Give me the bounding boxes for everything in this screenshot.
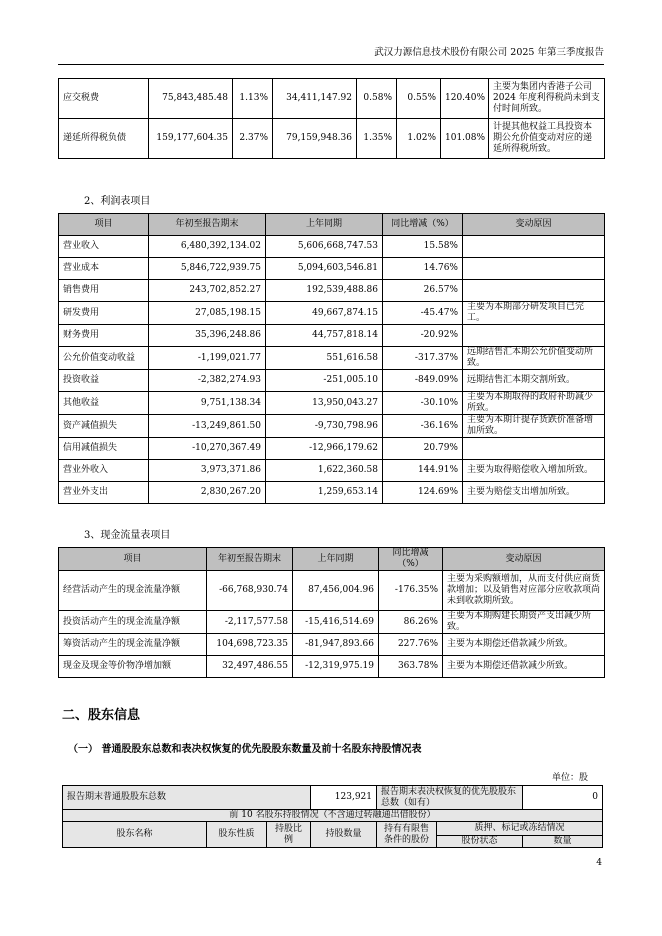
tax-cell: 79,159,948.36 xyxy=(273,119,357,159)
cashflow-cell: 筹资活动产生的现金流量净额 xyxy=(59,634,207,656)
profit-cell: 27,085,198.15 xyxy=(149,302,266,325)
cashflow-row xyxy=(59,611,605,634)
profit-cell: -12,966,179.62 xyxy=(266,438,383,460)
cashflow-cell: -15,416,514.69 xyxy=(293,611,379,634)
profit-cell: 35,396,248.86 xyxy=(149,325,266,347)
profit-row xyxy=(59,460,605,482)
profit-cell: 主要为本期取得的政府补助减少所致。 xyxy=(463,392,605,415)
tax-cell: 75,843,485.48 xyxy=(149,79,233,119)
cashflow-cell: -2,117,577.58 xyxy=(207,611,293,634)
cashflow-table xyxy=(58,547,605,678)
profit-row xyxy=(59,236,605,258)
profit-cell: -45.47% xyxy=(383,302,463,325)
col-shareholder-nature: 股东性质 xyxy=(207,822,267,848)
profit-cell: 2,830,267.20 xyxy=(149,482,266,504)
profit-section-title: 2、利润表项目 xyxy=(84,196,151,207)
tax-cell: 递延所得税负债 xyxy=(59,119,149,159)
tax-row xyxy=(59,79,605,119)
profit-cell: 3,973,371.86 xyxy=(149,460,266,482)
col-header-change: 同比增减（%） xyxy=(383,214,463,236)
profit-cell: 14.76% xyxy=(383,258,463,280)
profit-cell xyxy=(463,438,605,460)
profit-row xyxy=(59,415,605,438)
profit-cell: 主要为本期计提存货跌价准备增加所致。 xyxy=(463,415,605,438)
profit-cell: 远期结售汇本期交割所致。 xyxy=(463,370,605,392)
profit-cell xyxy=(463,236,605,258)
unit-label: 单位：股 xyxy=(551,773,588,783)
cashflow-cell: 86.26% xyxy=(379,611,443,634)
profit-cell: 营业外支出 xyxy=(59,482,149,504)
profit-cell: 6,480,392,134.02 xyxy=(149,236,266,258)
tax-cell: 计提其他权益工具投资本期公允价值变动对应的递延所得税所致。 xyxy=(489,119,605,159)
profit-cell: 销售费用 xyxy=(59,280,149,302)
cashflow-row xyxy=(59,656,605,678)
col-header-change: 同比增减（%） xyxy=(379,548,443,571)
profit-cell: 营业外收入 xyxy=(59,460,149,482)
profit-cell: 49,667,874.15 xyxy=(266,302,383,325)
profit-cell: 财务费用 xyxy=(59,325,149,347)
col-header-reason: 变动原因 xyxy=(463,214,605,236)
profit-cell: -251,005.10 xyxy=(266,370,383,392)
tax-cell: 1.13% xyxy=(233,79,273,119)
profit-row xyxy=(59,258,605,280)
cashflow-cell: 经营活动产生的现金流量净额 xyxy=(59,571,207,611)
cashflow-cell: 87,456,004.96 xyxy=(293,571,379,611)
top10-label: 前 10 名股东持股情况（不含通过转融通出借股份） xyxy=(63,810,603,822)
profit-cell: 其他收益 xyxy=(59,392,149,415)
profit-cell: 9,751,138.34 xyxy=(149,392,266,415)
profit-cell: 551,616.58 xyxy=(266,347,383,370)
tax-cell: 101.08% xyxy=(441,119,489,159)
tax-row xyxy=(59,119,605,159)
pref-holders-value: 0 xyxy=(523,786,603,810)
cashflow-cell: 主要为本期偿还借款减少所致。 xyxy=(443,656,605,678)
pref-holders-label: 报告期末表决权恢复的优先股股东总数（如有） xyxy=(377,786,523,810)
col-header-item: 项目 xyxy=(59,548,207,571)
cashflow-row xyxy=(59,634,605,656)
profit-row xyxy=(59,482,605,504)
profit-cell: 243,702,852.27 xyxy=(149,280,266,302)
cashflow-cell: -176.35% xyxy=(379,571,443,611)
tax-cell: 1.02% xyxy=(397,119,441,159)
col-restricted-shares: 持有有限售条件的股份 xyxy=(377,822,437,848)
profit-cell: 13,950,043.27 xyxy=(266,392,383,415)
col-header-previous: 上年同期 xyxy=(266,214,383,236)
col-holding-ratio: 持股比例 xyxy=(267,822,311,848)
profit-cell: -13,249,861.50 xyxy=(149,415,266,438)
tax-cell: 120.40% xyxy=(441,79,489,119)
col-shareholder-name: 股东名称 xyxy=(63,822,207,848)
profit-cell: -849.09% xyxy=(383,370,463,392)
cashflow-cell: 主要为采购额增加，从而支付供应商货款增加；以及销售对应部分应收款项尚未到收款期所致。 xyxy=(443,571,605,611)
profit-cell: 投资收益 xyxy=(59,370,149,392)
col-holding-qty: 持股数量 xyxy=(311,822,377,848)
profit-cell: 公允价值变动收益 xyxy=(59,347,149,370)
page-header: 武汉力源信息技术股份有限公司 2025 年第三季度报告 xyxy=(374,47,604,58)
tax-cell: 应交税费 xyxy=(59,79,149,119)
profit-cell: 192,539,488.86 xyxy=(266,280,383,302)
profit-cell: -20.92% xyxy=(383,325,463,347)
profit-cell xyxy=(463,258,605,280)
profit-cell: 5,094,603,546.81 xyxy=(266,258,383,280)
profit-cell: 5,846,722,939.75 xyxy=(149,258,266,280)
cashflow-cell: -81,947,893.66 xyxy=(293,634,379,656)
profit-cell: 营业成本 xyxy=(59,258,149,280)
profit-cell: 远期结售汇本期公允价值变动所致。 xyxy=(463,347,605,370)
profit-cell: -10,270,367.49 xyxy=(149,438,266,460)
profit-cell: 144.91% xyxy=(383,460,463,482)
col-header-current: 年初至报告期末 xyxy=(149,214,266,236)
total-holders-value: 123,921 xyxy=(311,786,377,810)
profit-cell: 26.57% xyxy=(383,280,463,302)
col-share-status: 股份状态 xyxy=(437,836,523,848)
tax-cell: 34,411,147.92 xyxy=(273,79,357,119)
profit-row xyxy=(59,280,605,302)
profit-cell: 5,606,668,747.53 xyxy=(266,236,383,258)
col-header-previous: 上年同期 xyxy=(293,548,379,571)
shareholder-table xyxy=(62,785,603,848)
col-amount: 数量 xyxy=(523,836,603,848)
total-holders-label: 报告期末普通股股东总数 xyxy=(63,786,311,810)
profit-cell: -36.16% xyxy=(383,415,463,438)
tax-table xyxy=(58,78,605,159)
profit-cell: 资产减值损失 xyxy=(59,415,149,438)
profit-row xyxy=(59,302,605,325)
profit-cell: 营业收入 xyxy=(59,236,149,258)
tax-cell: 2.37% xyxy=(233,119,273,159)
profit-cell: -30.10% xyxy=(383,392,463,415)
cashflow-cell: 主要为本期偿还借款减少所致。 xyxy=(443,634,605,656)
profit-table xyxy=(58,213,605,504)
profit-cell: 44,757,818.14 xyxy=(266,325,383,347)
cashflow-cell: 投资活动产生的现金流量净额 xyxy=(59,611,207,634)
profit-cell: 主要为取得赔偿收入增加所致。 xyxy=(463,460,605,482)
cashflow-cell: 227.76% xyxy=(379,634,443,656)
profit-cell: 信用减值损失 xyxy=(59,438,149,460)
page-number: 4 xyxy=(596,858,602,868)
cashflow-row xyxy=(59,571,605,611)
header-rule xyxy=(58,64,604,65)
profit-row xyxy=(59,325,605,347)
col-header-reason: 变动原因 xyxy=(443,548,605,571)
profit-cell: 主要为本期部分研发项目已完工。 xyxy=(463,302,605,325)
profit-cell: 124.69% xyxy=(383,482,463,504)
profit-cell xyxy=(463,280,605,302)
tax-cell: 0.58% xyxy=(357,79,397,119)
profit-cell: -2,382,274.93 xyxy=(149,370,266,392)
profit-cell: -317.37% xyxy=(383,347,463,370)
tax-cell: 159,177,604.35 xyxy=(149,119,233,159)
tax-cell: 1.35% xyxy=(357,119,397,159)
cashflow-cell: 32,497,486.55 xyxy=(207,656,293,678)
profit-cell: -1,199,021.77 xyxy=(149,347,266,370)
profit-cell: 15.58% xyxy=(383,236,463,258)
col-pledge-status: 质押、标记或冻结情况 xyxy=(437,822,603,836)
profit-row xyxy=(59,438,605,460)
profit-cell: 研发费用 xyxy=(59,302,149,325)
shareholder-subheading: （一） 普通股股东总数和表决权恢复的优先股股东数量及前十名股东持股情况表 xyxy=(68,744,422,755)
shareholder-heading: 二、股东信息 xyxy=(62,708,141,723)
col-header-current: 年初至报告期末 xyxy=(207,548,293,571)
cashflow-cell: 363.78% xyxy=(379,656,443,678)
cashflow-cell: 现金及现金等价物净增加额 xyxy=(59,656,207,678)
profit-cell: 20.79% xyxy=(383,438,463,460)
profit-cell: 1,259,653.14 xyxy=(266,482,383,504)
cashflow-cell: -12,319,975.19 xyxy=(293,656,379,678)
profit-cell: 1,622,360.58 xyxy=(266,460,383,482)
profit-row xyxy=(59,370,605,392)
cashflow-cell: 主要为本期购建长期资产支出减少所致。 xyxy=(443,611,605,634)
col-header-item: 项目 xyxy=(59,214,149,236)
profit-row xyxy=(59,392,605,415)
profit-cell: 主要为赔偿支出增加所致。 xyxy=(463,482,605,504)
tax-cell: 0.55% xyxy=(397,79,441,119)
tax-cell: 主要为集团内香港子公司 2024 年度利得税尚未到支付时间所致。 xyxy=(489,79,605,119)
cash-section-title: 3、现金流量表项目 xyxy=(84,530,171,541)
profit-row xyxy=(59,347,605,370)
profit-cell: -9,730,798.96 xyxy=(266,415,383,438)
cashflow-cell: -66,768,930.74 xyxy=(207,571,293,611)
cashflow-cell: 104,698,723.35 xyxy=(207,634,293,656)
profit-cell xyxy=(463,325,605,347)
